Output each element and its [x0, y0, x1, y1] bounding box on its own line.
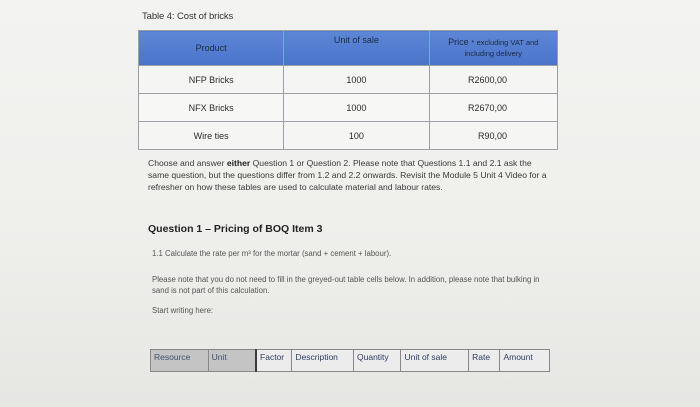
cell-product: Wire ties — [139, 122, 284, 150]
instructions-paragraph — [148, 158, 553, 193]
instructions-part2: Question 1 or Question 2. Please note that Questions 1.1 and 2.1 ask the same question, but the questions differ from 1.2 and 2.2 onwards. Revisit the Module 5 Unit 4 Video for a refresher on how these tables are used to calculate material and labour rates. — [148, 158, 547, 192]
header-resource: Resource — [151, 350, 209, 372]
header-unit-of-sale: Unit of sale — [401, 350, 469, 372]
resource-header-row — [151, 350, 550, 372]
cell-unit: 1000 — [284, 66, 429, 94]
table-row — [139, 66, 558, 94]
header-rate: Rate — [469, 350, 500, 372]
greyed-cells-note: Please note that you do not need to fill in the greyed-out table cells below. In addition, please note that bulking in sand is not part of this calculation. — [152, 275, 540, 295]
header-unit-of-sale: Unit of sale — [284, 31, 429, 66]
cell-price: R90,00 — [429, 122, 557, 150]
header-description: Description — [292, 350, 354, 372]
price-label: Price — [448, 37, 469, 47]
table-header-row — [139, 31, 558, 66]
cell-price: R2670,00 — [429, 94, 557, 122]
cell-product: NFP Bricks — [139, 66, 284, 94]
cell-unit: 100 — [284, 122, 429, 150]
cost-of-bricks-table — [138, 30, 558, 150]
price-note-excluding: excluding VAT and — [476, 38, 539, 47]
question-1-heading: Question 1 – Pricing of BOQ Item 3 — [148, 223, 323, 235]
header-quantity: Quantity — [354, 350, 401, 372]
price-note-including: including delivery — [464, 49, 523, 58]
table-row — [139, 122, 558, 150]
table-row — [139, 94, 558, 122]
start-writing-prompt: Start writing here: — [152, 306, 214, 315]
header-unit: Unit — [208, 350, 256, 372]
price-asterisk: * — [471, 38, 475, 47]
header-factor: Factor — [256, 350, 292, 372]
cell-unit: 1000 — [284, 94, 429, 122]
cell-price: R2600,00 — [429, 66, 557, 94]
question-1-1-text: 1.1 Calculate the rate per m³ for the mortar (sand + cement + labour). — [152, 249, 392, 258]
header-product: Product — [139, 31, 284, 66]
resource-table — [150, 349, 550, 372]
cell-product: NFX Bricks — [139, 94, 284, 122]
instructions-part1: Choose and answer — [148, 158, 225, 168]
header-amount: Amount — [500, 350, 550, 372]
instructions-bold: either — [226, 158, 251, 168]
header-price — [429, 31, 557, 66]
table-4-title: Table 4: Cost of bricks — [142, 11, 234, 22]
